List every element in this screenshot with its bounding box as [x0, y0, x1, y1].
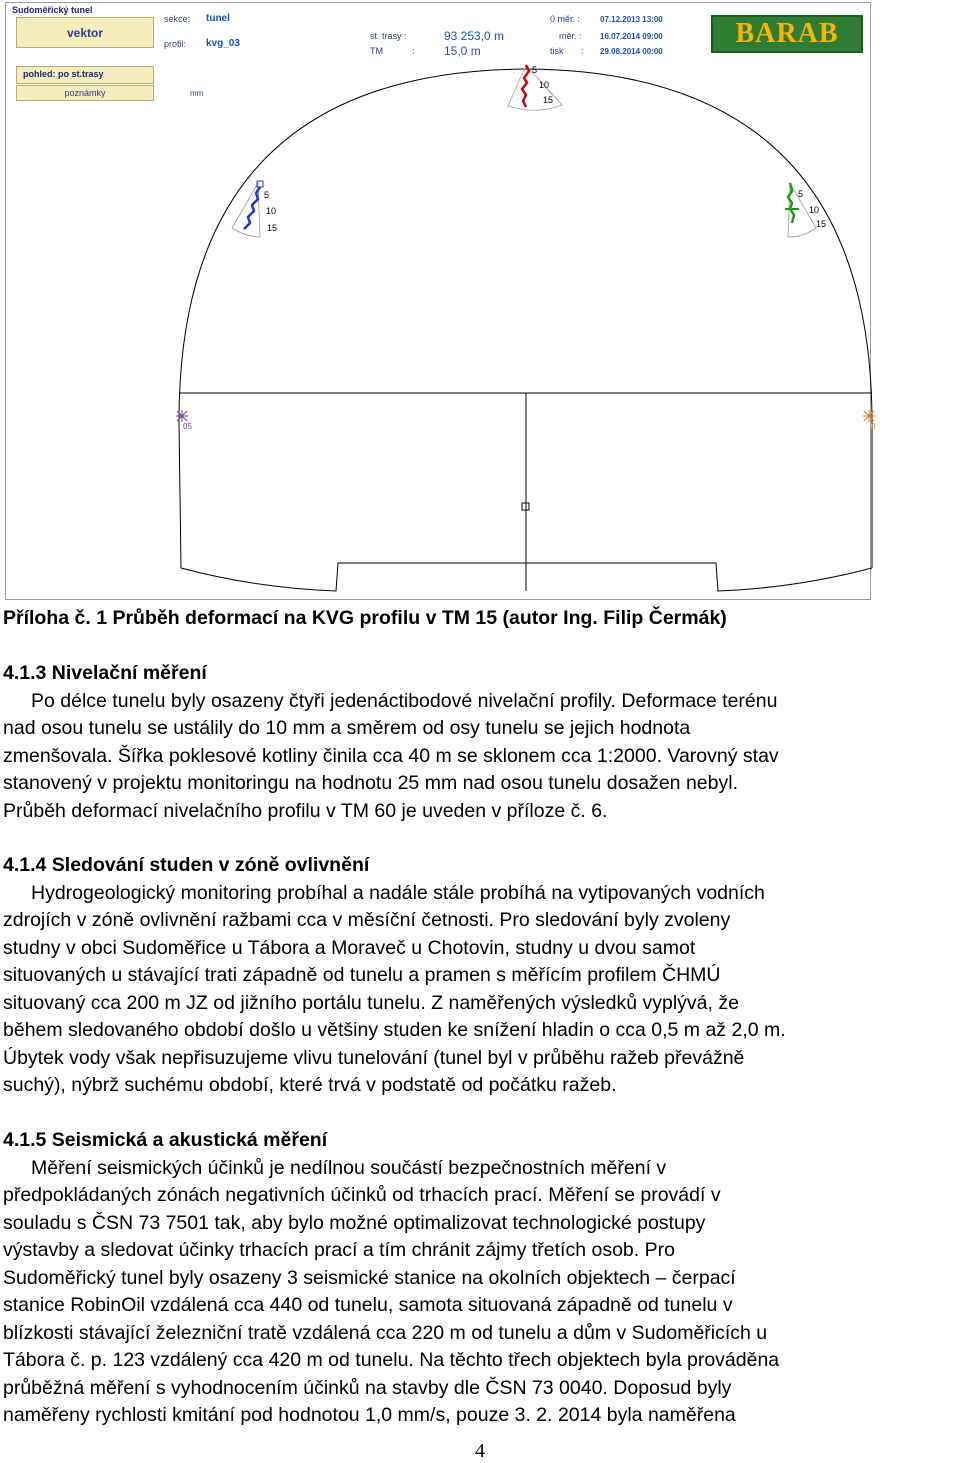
paragraph-line: zmenšovala. Šířka poklesové kotliny činila cca 40 m se sklonem cca 1:2000. Varovný stav: [3, 745, 779, 767]
tm-label: TM: [370, 46, 383, 56]
section-414-heading: 4.1.4 Sledování studen v zóně ovlivnění: [3, 854, 370, 876]
paragraph-line: studny v obci Sudoměřice u Tábora a Moraveč u Chotovin, studny u dvou samot: [3, 937, 696, 959]
gauge-top-label: 10: [539, 80, 550, 90]
left-point-marker: [176, 410, 188, 422]
print-value: 29.08.2014 00:00: [600, 47, 663, 56]
profile-value: kvg_03: [206, 38, 240, 49]
paragraph-line: během sledovaného období došlo u většiny studen ke snížení hladin o cca 0,5 m až 2,0 m.: [3, 1019, 786, 1041]
right-point-label: 0: [871, 422, 876, 431]
paragraph-line: situovaný cca 200 m JZ od jižního portálu tunelu. Z naměřených výsledků vyplývá, že: [3, 992, 739, 1014]
paragraph-line: Hydrogeologický monitoring probíhal a nadále stále probíhá na vytipovaných vodních: [31, 882, 765, 904]
profile-label: profil:: [164, 39, 187, 49]
tunnel-arch: [179, 69, 872, 568]
view-selector[interactable]: pohled: po st.trasy: [16, 66, 154, 84]
notes-button[interactable]: poznámky: [16, 85, 154, 101]
section-label: sekce:: [164, 14, 191, 24]
paragraph-line: nad osou tunelu se ustálily do 10 mm a směrem od osy tunelu se jejich hodnota: [3, 717, 691, 739]
zero-measure-value: 07.12.2013 13:00: [600, 15, 663, 24]
gauge-right-label: 10: [809, 205, 820, 215]
panel-title: Sudoměřický tunel: [12, 5, 93, 15]
tunnel-profile-figure: [5, 2, 876, 600]
paragraph-line: průběžná měření s vyhodnocením účinků na stavby dle ČSN 73 0040. Doposud byly: [3, 1377, 732, 1399]
paragraph-line: suchý), nýbrž suchému období, které trvá v podstatě od počátku ražeb.: [3, 1074, 617, 1096]
gauge-top-label: 15: [543, 95, 554, 105]
tm-value: 15,0 m: [444, 44, 481, 58]
logo-text: BARAB: [735, 18, 839, 49]
paragraph-line: stanovený v projektu monitoringu na hodnotu 25 mm nad osou tunelu dosažen nebyl.: [3, 772, 738, 794]
paragraph-line: výstavby a sledovat účinky trhacích prací a tím chránit zájmy třetích osob. Pro: [3, 1239, 675, 1261]
paragraph-line: naměřeny rychlosti kmitání pod hodnotou 1,0 mm/s, pouze 3. 2. 2014 byla naměřena: [3, 1404, 736, 1426]
measure-label: měr. :: [559, 31, 582, 41]
paragraph-line: situovaných u stávající trati západně od tunelu a pramen s měřícím profilem ČHMÚ: [3, 964, 721, 986]
paragraph-line: Sudoměřický tunel byly osazeny 3 seismické stanice na okolních objektech – čerpací: [3, 1267, 736, 1289]
chainage-value: 93 253,0 m: [444, 29, 505, 43]
paragraph-line: souladu s ČSN 73 7501 tak, aby bylo možné optimalizovat technologické postupy: [3, 1212, 706, 1234]
gauge-left-label: 15: [267, 223, 278, 233]
units-label: mm: [190, 89, 204, 98]
tm-colon: :: [412, 46, 415, 56]
paragraph-line: Úbytek vody však nepřisuzujeme vlivu tunelování (tunel byl v průběhu ražeb převážně: [3, 1047, 745, 1069]
gauge-top-label: 5: [532, 65, 538, 75]
gauge-right-label: 15: [816, 219, 827, 229]
paragraph-line: Tábora č. p. 123 vzdálený cca 420 m od tunelu. Na těchto třech objektech byla prováděna: [3, 1349, 780, 1371]
paragraph-line: Měření seismických účinků je nedílnou součástí bezpečnostních měření v: [31, 1157, 667, 1179]
right-point-marker: [863, 410, 875, 422]
gauge-left-label: 5: [264, 190, 270, 200]
paragraph-line: blízkosti stávající železniční tratě vzdálená cca 220 m od tunelu a dům v Sudoměřicích u: [3, 1322, 768, 1344]
measure-value: 16.07.2014 09:00: [600, 32, 663, 41]
figure-caption: Příloha č. 1 Průběh deformací na KVG profilu v TM 15 (autor Ing. Filip Čermák): [3, 607, 727, 629]
chainage-label: st. trasy :: [370, 31, 407, 41]
zero-measure-label: 0 měr. :: [550, 14, 581, 24]
gauge-left-label: 10: [266, 206, 277, 216]
section-value: tunel: [206, 13, 230, 24]
paragraph-line: Po délce tunelu byly osazeny čtyři jedenáctibodové nivelační profily. Deformace terénu: [31, 690, 778, 712]
print-colon: :: [581, 46, 584, 56]
paragraph-line: stanice RobinOil vzdálená cca 440 od tunelu, samota situovaná západně od tunelu v: [3, 1294, 733, 1316]
vektor-button[interactable]: vektor: [16, 17, 154, 48]
barab-logo: [711, 15, 863, 53]
section-415-heading: 4.1.5 Seismická a akustická měření: [3, 1129, 328, 1151]
gauge-right-label: 5: [798, 189, 804, 199]
print-label: tisk: [550, 46, 564, 56]
paragraph-line: Průběh deformací nivelačního profilu v TM 60 je uveden v příloze č. 6.: [3, 800, 608, 822]
paragraph-line: zdrojích v zóně ovlivnění ražbami cca v měsíční četnosti. Pro sledování byly zvoleny: [3, 909, 731, 931]
section-413-heading: 4.1.3 Nivelační měření: [3, 662, 207, 684]
paragraph-line: předpokládaných zónách negativních účinků od trhacích prací. Měření se provádí v: [3, 1184, 721, 1206]
page-number: 4: [475, 1440, 485, 1462]
left-point-label: 05: [183, 422, 192, 431]
